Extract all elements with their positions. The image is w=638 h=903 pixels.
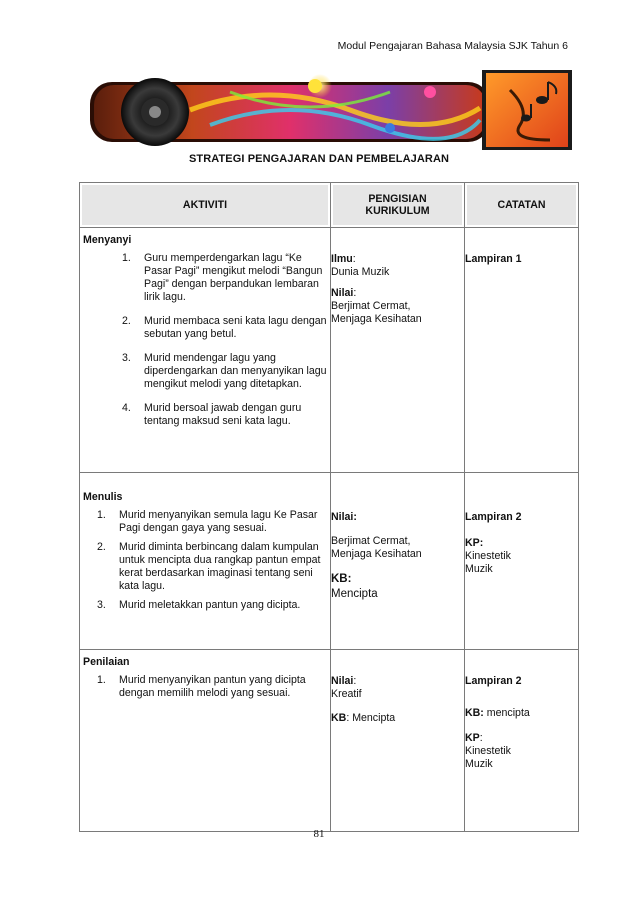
page-title: STRATEGI PENGAJARAN DAN PEMBELAJARAN: [188, 153, 450, 165]
kp-block: KP: Kinestetik Muzik: [465, 537, 511, 575]
nilai-block: Nilai:: [331, 511, 357, 523]
pengisian-cell: [331, 228, 465, 473]
list-item: 4. Murid bersoal jawab dengan guru tentang maksud seni kata lagu.: [122, 402, 302, 427]
kb-block: KB: mencipta: [465, 707, 530, 719]
list-item: 1. Murid menyanyikan semula lagu Ke Pasar Pagi dengan gaya yang sesuai.: [97, 509, 318, 534]
table-header-row: [80, 183, 579, 228]
list-item: 1. Murid menyanyikan pantun yang dicipta dengan memilih melodi yang sesuai.: [97, 674, 306, 699]
section-title: Penilaian: [83, 656, 130, 668]
ilmu-block: Ilmu: Dunia Muzik: [331, 253, 390, 278]
table-row-menyanyi: [80, 228, 579, 473]
section-title: Menulis: [83, 491, 123, 503]
pengisian-cell: [331, 473, 465, 650]
activity-list: [80, 674, 330, 700]
pengisian-cell: [331, 650, 465, 832]
nilai-values: Berjimat Cermat, Menjaga Kesihatan: [331, 535, 422, 560]
column-header-catatan: CATATAN: [465, 183, 579, 228]
nilai-block: Nilai: Kreatif: [331, 675, 362, 700]
list-item: 1. Guru memperdengarkan lagu “Ke Pasar Pagi” mengikut melodi “Bangun Pagi” dengan berpandukan lembaran lirik lagu.: [122, 252, 323, 303]
activity-list: [80, 252, 330, 428]
table-row-menulis: [80, 473, 579, 650]
aktiviti-cell: [80, 473, 331, 650]
aktiviti-cell: [80, 228, 331, 473]
catatan-cell: [465, 228, 579, 473]
module-header: Modul Pengajaran Bahasa Malaysia SJK Tahun 6: [337, 40, 568, 52]
catatan-cell: [465, 650, 579, 832]
section-title: Menyanyi: [83, 234, 132, 246]
list-item: 2. Murid diminta berbincang dalam kumpulan untuk mencipta dua rangkap pantun empat kerat berdasarkan imaginasi tentang seni kata lagu.: [97, 541, 321, 592]
kp-block: KP: Kinestetik Muzik: [465, 732, 511, 770]
nilai-block: Nilai: Berjimat Cermat, Menjaga Kesihatan: [331, 287, 422, 325]
aktiviti-cell: [80, 650, 331, 832]
page-number: 81: [313, 828, 325, 840]
list-item: 3. Murid mendengar lagu yang diperdengarkan dan menyanyikan lagu mengikut melodi yang ditetapkan.: [122, 352, 327, 390]
column-header-pengisian: PENGISIAN KURIKULUM: [331, 183, 465, 228]
music-banner-image: [90, 70, 572, 150]
list-item: 3. Murid meletakkan pantun yang dicipta.: [97, 599, 301, 611]
kb-block: KB: Mencipta: [331, 573, 378, 600]
column-header-aktiviti: AKTIVITI: [80, 183, 331, 228]
lampiran-label: Lampiran 2: [465, 511, 522, 523]
lampiran-label: Lampiran 1: [465, 253, 522, 265]
catatan-cell: [465, 473, 579, 650]
list-item: 2. Murid membaca seni kata lagu dengan sebutan yang betul.: [122, 315, 327, 340]
activity-list: [80, 509, 330, 612]
table-row-penilaian: [80, 650, 579, 832]
strategy-table: [79, 182, 579, 832]
lampiran-label: Lampiran 2: [465, 675, 522, 687]
kb-block: KB: Mencipta: [331, 712, 396, 724]
